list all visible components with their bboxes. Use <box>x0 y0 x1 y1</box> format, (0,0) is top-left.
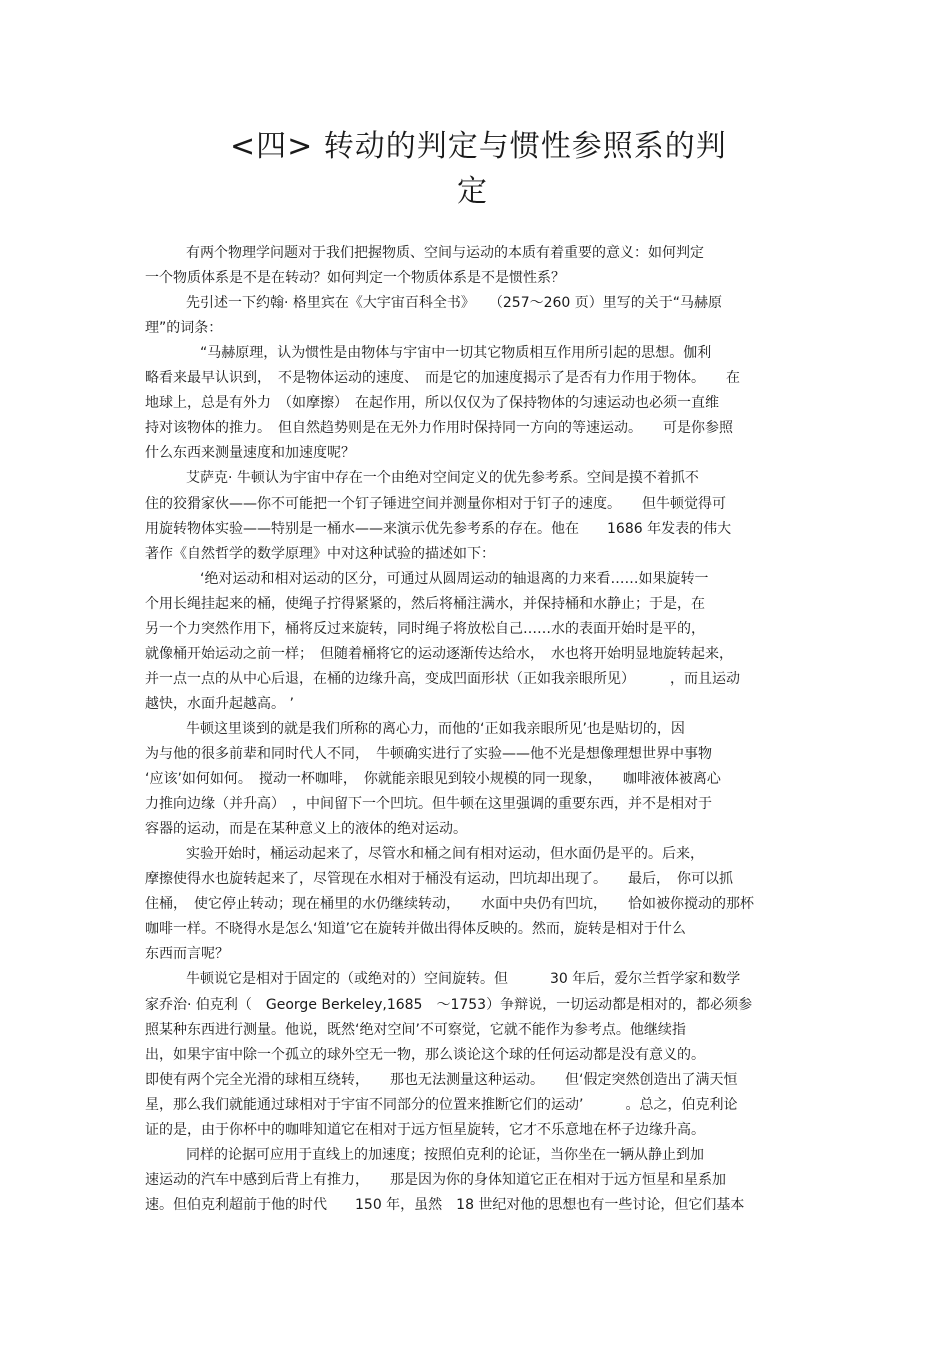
text-line: 咖啡一样。不晓得水是怎么‘知道’它在旋转并做出得体反映的。然而，旋转是相对于什么 <box>145 921 686 938</box>
text-line: ‘绝对运动和相对运动的区分，可通过从圆周运动的轴退离的力来看……如果旋转一 <box>186 570 709 587</box>
text-line: 实验开始时，桶运动起来了，尽管水和桶之间有相对运动，但水面仍是平的。后来， <box>186 846 704 863</box>
text-line: 牛顿说它是相对于固定的（或绝对的）空间旋转。但 30 年后，爱尔兰哲学家和数学 <box>186 971 741 988</box>
text-line: 先引述一下约翰· 格里宾在《大宇宙百科全书》 （257～260 页）里写的关于“马赫原 <box>186 295 723 312</box>
text-line: 力推向边缘（并升高） ，中间留下一个凹坑。但牛顿在这里强调的重要东西，并不是相对于 <box>145 796 712 813</box>
text-line: “马赫原理，认为惯性是由物体与宇宙中一切其它物质相互作用所引起的思想。伽利 <box>186 345 712 362</box>
text-line: 就像桶开始运动之前一样； 但随着桶将它的运动逐渐传达给水， 水也将开始明显地旋转起来， <box>145 645 733 662</box>
text-line: 著作《自然哲学的数学原理》中对这种试验的描述如下： <box>145 545 495 562</box>
text-line: 牛顿这里谈到的就是我们所称的离心力，而他的‘正如我亲眼所见’也是贴切的，因 <box>186 720 685 737</box>
text-line: 另一个力突然作用下，桶将反过来旋转，同时绳子将放松自己……水的表面开始时是平的， <box>145 620 705 637</box>
text-line: ‘应该’如何如何。 搅动一杯咖啡， 你就能亲眼见到较小规模的同一现象， 咖啡液体被离心 <box>145 771 721 788</box>
text-line: 略看来最早认识到， 不是物体运动的速度、 而是它的加速度揭示了是否有力作用于物体。 在 <box>145 370 740 387</box>
text-line: 住桶， 使它停止转动；现在桶里的水仍继续转动， 水面中央仍有凹坑， 恰如被你搅动的那杯 <box>145 896 754 913</box>
text-line: 持对该物体的推力。 但自然趋势则是在无外力作用时保持同一方向的等速运动。 可是你参照 <box>145 420 733 437</box>
page-title: <四> 转动的判定与惯性参照系的判 <box>230 129 727 164</box>
text-line: 东西而言呢？ <box>145 946 229 963</box>
text-line: 个用长绳挂起来的桶，使绳子拧得紧紧的，然后将桶注满水，并保持桶和水静止；于是，在 <box>145 595 705 612</box>
text-line: 为与他的很多前辈和同时代人不同， 牛顿确实进行了实验——他不光是想像理想世界中事物 <box>145 746 712 762</box>
text-line: 越快，水面升起越高。 ’ <box>145 695 294 712</box>
text-line: 家乔治· 伯克利（ George Berkeley,1685 ～1753）争辩说，一切运动都是相对的，都必须参 <box>145 996 753 1013</box>
text-line: 照某种东西进行测量。他说，既然‘绝对空间’不可察觉，它就不能作为参考点。他继续指 <box>145 1021 686 1038</box>
text-line: 摩擦使得水也旋转起来了，尽管现在水相对于桶没有运动，凹坑却出现了。 最后， 你可以抓 <box>145 871 733 888</box>
text-line: 有两个物理学问题对于我们把握物质、空间与运动的本质有着重要的意义：如何判定 <box>186 245 704 261</box>
text-line: 一个物质体系是不是在转动？如何判定一个物质体系是不是惯性系？ <box>145 270 565 287</box>
text-line: 并一点一点的从中心后退，在桶的边缘升高，变成凹面形状（正如我亲眼所见） ，而且运动 <box>145 670 740 687</box>
text-line: 地球上，总是有外力 （如摩擦） 在起作用，所以仅仅为了保持物体的匀速运动也必须一直维 <box>145 395 719 412</box>
text-line: 理”的词条： <box>145 320 223 337</box>
text-line: 即使有两个完全光滑的球相互绕转， 那也无法测量这种运动。 但‘假定突然创造出了满天恒 <box>145 1071 738 1088</box>
text-line: 容器的运动，而是在某种意义上的液体的绝对运动。 <box>145 821 467 838</box>
text-line: 用旋转物体实验——特别是一桶水——来演示优先参考系的存在。他在 1686 年发表的伟大 <box>145 520 732 537</box>
text-line: 速运动的汽车中感到后背上有推力， 那是因为你的身体知道它正在相对于远方恒星和星系加 <box>145 1171 726 1188</box>
text-line: 速。但伯克利超前于他的时代 150 年，虽然 18 世纪对他的思想也有一些讨论，但它们基本 <box>145 1196 745 1213</box>
text-line: 什么东西来测量速度和加速度呢？ <box>145 445 355 462</box>
text-line: 艾萨克· 牛顿认为宇宙中存在一个由绝对空间定义的优先参考系。空间是摸不着抓不 <box>186 470 699 487</box>
page-title-continuation: 定 <box>457 174 488 209</box>
text-line: 同样的论据可应用于直线上的加速度；按照伯克利的论证，当你坐在一辆从静止到加 <box>186 1146 704 1163</box>
text-line: 证的是，由于你杯中的咖啡知道它在相对于远方恒星旋转，它才不乐意地在杯子边缘升高。 <box>145 1121 705 1138</box>
text-line: 出，如果宇宙中除一个孤立的球外空无一物，那么谈论这个球的任何运动都是没有意义的。 <box>145 1046 705 1063</box>
text-line: 住的狡猾家伙——你不可能把一个钉子锤进空间并测量你相对于钉子的速度。 但牛顿觉得可 <box>145 495 726 512</box>
text-line: 星，那么我们就能通过球相对于宇宙不同部分的位置来推断它们的运动’ 。总之，伯克利论 <box>145 1096 738 1113</box>
